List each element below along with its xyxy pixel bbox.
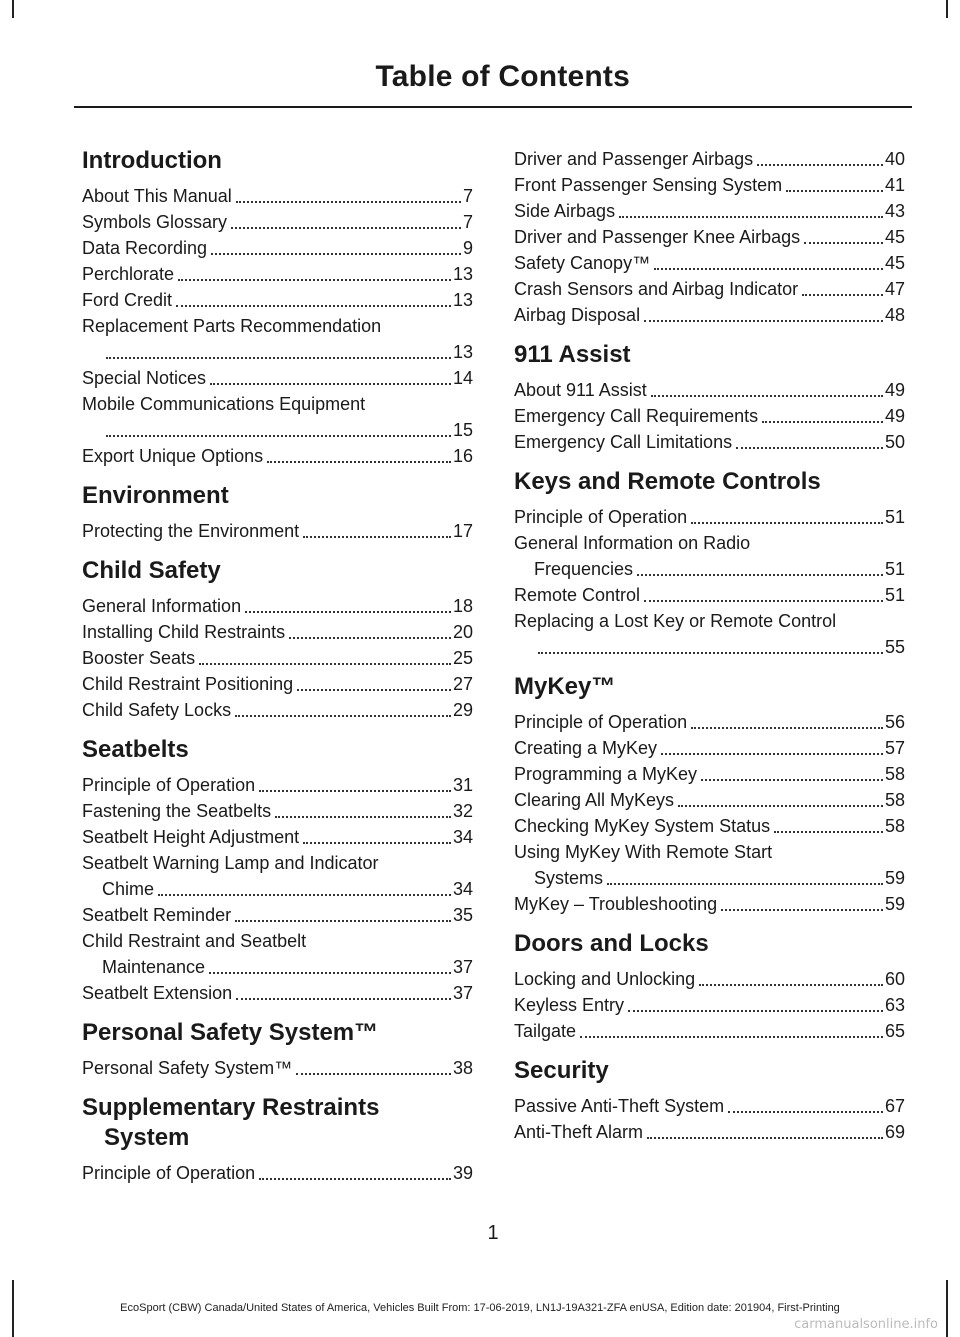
toc-entry-page: 58 (884, 764, 905, 784)
toc-entry-label: Airbag Disposal (514, 305, 641, 325)
dot-leader (178, 279, 451, 281)
toc-entry[interactable] (514, 735, 905, 761)
dot-leader (236, 998, 451, 1000)
section-heading (82, 146, 473, 176)
section-heading-text: MyKey™ (514, 673, 616, 700)
dot-leader (651, 395, 883, 397)
dot-leader (267, 461, 451, 463)
toc-entry-page: 40 (884, 149, 905, 169)
toc-entry-label: General Information (82, 596, 242, 616)
toc-entry[interactable] (82, 183, 473, 209)
toc-section (82, 481, 473, 544)
toc-entry-page: 16 (452, 446, 473, 466)
toc-entry-label: MyKey – Troubleshooting (514, 894, 718, 914)
toc-entry-page: 29 (452, 700, 473, 720)
toc-entry[interactable] (514, 582, 905, 608)
toc-entry[interactable] (82, 850, 473, 902)
toc-entry-page: 45 (884, 227, 905, 247)
dot-leader (259, 790, 451, 792)
dot-leader (289, 637, 451, 639)
header-divider (74, 106, 912, 108)
toc-entry[interactable] (514, 250, 905, 276)
toc-entry-label: Data Recording (82, 238, 208, 258)
toc-entry-label: Passive Anti-Theft System (514, 1096, 725, 1116)
toc-entry[interactable] (82, 697, 473, 723)
toc-entry[interactable] (514, 377, 905, 403)
toc-entry[interactable] (514, 1018, 905, 1044)
dot-leader (802, 294, 883, 296)
dot-leader (235, 920, 451, 922)
dot-leader (774, 831, 883, 833)
dot-leader (210, 383, 451, 385)
toc-entry-page: 67 (884, 1096, 905, 1116)
dot-leader (736, 447, 883, 449)
toc-entry-page: 37 (452, 983, 473, 1003)
toc-entry[interactable] (82, 365, 473, 391)
dot-leader (628, 1010, 883, 1012)
toc-entry-label: Checking MyKey System Status (514, 816, 771, 836)
toc-entry-label: Mobile Communications Equipment (82, 394, 366, 414)
section-heading (82, 735, 473, 765)
section-heading-text: Seatbelts (82, 736, 189, 763)
toc-entry[interactable] (82, 645, 473, 671)
toc-entry[interactable] (82, 798, 473, 824)
toc-entry-page: 34 (452, 827, 473, 847)
dot-leader (804, 242, 883, 244)
toc-entry[interactable] (514, 302, 905, 328)
toc-section (514, 467, 905, 660)
toc-section (82, 556, 473, 723)
section-heading (82, 556, 473, 586)
toc-entry-label: Emergency Call Requirements (514, 406, 759, 426)
toc-entry-page: 34 (452, 879, 473, 899)
section-heading (514, 340, 905, 370)
section-heading-text: Security (514, 1057, 609, 1084)
toc-section (514, 340, 905, 455)
toc-entry[interactable] (82, 772, 473, 798)
toc-entry[interactable] (82, 235, 473, 261)
toc-entry[interactable] (82, 261, 473, 287)
toc-entry-page: 41 (884, 175, 905, 195)
toc-entry[interactable] (82, 391, 473, 443)
toc-entry-page: 65 (884, 1021, 905, 1041)
toc-entry-label: Principle of Operation (514, 507, 688, 527)
section-heading (514, 467, 905, 497)
toc-entry-label: Child Safety Locks (82, 700, 232, 720)
toc-entry-page: 48 (884, 305, 905, 325)
toc-entry-label: Seatbelt Height Adjustment (82, 827, 300, 847)
dot-leader (644, 320, 883, 322)
toc-entry-page: 49 (884, 380, 905, 400)
toc-entry[interactable] (514, 813, 905, 839)
toc-entry-page: 50 (884, 432, 905, 452)
toc-entry[interactable] (514, 146, 905, 172)
toc-entry-page: 39 (452, 1163, 473, 1183)
toc-entry[interactable] (82, 209, 473, 235)
dot-leader (699, 984, 883, 986)
toc-entry[interactable] (82, 313, 473, 365)
dot-leader (199, 663, 451, 665)
toc-entry-page: 7 (462, 212, 473, 232)
dot-leader (728, 1111, 883, 1113)
toc-entry[interactable] (82, 824, 473, 850)
toc-entry-label: Special Notices (82, 368, 207, 388)
dot-leader (303, 842, 451, 844)
toc-entry-label: Export Unique Options (82, 446, 264, 466)
toc-entry-page: 56 (884, 712, 905, 732)
dot-leader (209, 972, 451, 974)
toc-entry-label: Child Restraint and Seatbelt (82, 931, 307, 951)
toc-entry-label-cont: Maintenance (102, 957, 206, 977)
toc-entry-label: Principle of Operation (514, 712, 688, 732)
toc-entry[interactable] (514, 966, 905, 992)
toc-entry[interactable] (514, 787, 905, 813)
page-number: 1 (487, 1222, 499, 1244)
toc-entry[interactable] (82, 593, 473, 619)
toc-entry-label: Symbols Glossary (82, 212, 228, 232)
dot-leader (757, 164, 883, 166)
toc-entry-label: Keyless Entry (514, 995, 625, 1015)
toc-entry-label: Clearing All MyKeys (514, 790, 675, 810)
toc-entry-page: 69 (884, 1122, 905, 1142)
dot-leader (701, 779, 883, 781)
toc-entry-label: Locking and Unlocking (514, 969, 696, 989)
toc-entry[interactable] (514, 224, 905, 250)
toc-entry-label: Driver and Passenger Knee Airbags (514, 227, 801, 247)
toc-entry-label: Emergency Call Limitations (514, 432, 733, 452)
dot-leader (721, 909, 883, 911)
toc-section (82, 1093, 473, 1186)
section-heading (514, 672, 905, 702)
toc-entry-page: 38 (452, 1058, 473, 1078)
toc-entry-label: Ford Credit (82, 290, 173, 310)
toc-left-column (82, 146, 473, 1198)
toc-entry-label: Personal Safety System™ (82, 1058, 293, 1078)
toc-entry[interactable] (514, 1119, 905, 1145)
dot-leader (259, 1178, 451, 1180)
toc-entry-page: 43 (884, 201, 905, 221)
dot-leader (619, 216, 883, 218)
toc-entry-page: 18 (452, 596, 473, 616)
dot-leader (211, 253, 461, 255)
dot-leader (678, 805, 883, 807)
dot-leader (647, 1137, 883, 1139)
toc-entry-page: 20 (452, 622, 473, 642)
toc-entry-page: 9 (462, 238, 473, 258)
toc-entry[interactable] (82, 902, 473, 928)
section-heading-text: Doors and Locks (514, 930, 709, 957)
toc-entry[interactable] (514, 1093, 905, 1119)
toc-section (82, 735, 473, 1006)
toc-section (82, 146, 473, 469)
toc-entry-page: 51 (884, 559, 905, 579)
dot-leader (235, 715, 451, 717)
dot-leader (661, 753, 883, 755)
toc-entry-label: Seatbelt Reminder (82, 905, 232, 925)
toc-entry[interactable] (514, 276, 905, 302)
section-heading-text: Keys and Remote Controls (514, 468, 821, 495)
toc-entry-label: Driver and Passenger Airbags (514, 149, 754, 169)
toc-entry-page: 14 (452, 368, 473, 388)
section-heading-text: Introduction (82, 147, 222, 174)
toc-entry-label-cont: Frequencies (534, 559, 634, 579)
toc-entry-page: 45 (884, 253, 905, 273)
toc-entry[interactable] (514, 709, 905, 735)
dot-leader (691, 522, 883, 524)
toc-entry-page: 13 (452, 342, 473, 362)
toc-entry-page: 58 (884, 816, 905, 836)
toc-entry-page: 47 (884, 279, 905, 299)
toc-entry-label: Creating a MyKey (514, 738, 658, 758)
dot-leader (158, 894, 451, 896)
toc-section (514, 929, 905, 1044)
dot-leader (607, 883, 883, 885)
toc-entry-page: 17 (452, 521, 473, 541)
toc-entry-label: Safety Canopy™ (514, 253, 651, 273)
crop-mark (12, 0, 14, 18)
toc-entry[interactable] (514, 198, 905, 224)
section-heading-text: Child Safety (82, 557, 221, 584)
toc-entry-page: 13 (452, 264, 473, 284)
toc-entry-label: Principle of Operation (82, 775, 256, 795)
toc-entry-page: 51 (884, 507, 905, 527)
toc-entry-label: Programming a MyKey (514, 764, 698, 784)
dot-leader (691, 727, 883, 729)
toc-entry-label: Booster Seats (82, 648, 196, 668)
toc-entry-label: Front Passenger Sensing System (514, 175, 783, 195)
toc-entry-page: 27 (452, 674, 473, 694)
dot-leader (231, 227, 461, 229)
dot-leader (106, 357, 451, 359)
toc-section (514, 672, 905, 917)
toc-entry[interactable] (514, 530, 905, 582)
toc-entry-page: 31 (452, 775, 473, 795)
toc-entry-label: About This Manual (82, 186, 232, 206)
toc-entry-page: 15 (452, 420, 473, 440)
toc-entry-page: 49 (884, 406, 905, 426)
toc-entry-page: 58 (884, 790, 905, 810)
dot-leader (303, 536, 451, 538)
toc-entry[interactable] (82, 980, 473, 1006)
toc-entry[interactable] (514, 403, 905, 429)
section-heading (514, 929, 905, 959)
toc-entry[interactable] (82, 1055, 473, 1081)
toc-entry-label: Installing Child Restraints (82, 622, 286, 642)
dot-leader (762, 421, 883, 423)
toc-entry-label: Child Restraint Positioning (82, 674, 294, 694)
dot-leader (296, 1073, 451, 1075)
toc-entry[interactable] (82, 619, 473, 645)
page-title: Table of Contents (375, 60, 630, 93)
dot-leader (538, 652, 883, 654)
toc-right-column (514, 146, 905, 1157)
toc-entry[interactable] (514, 429, 905, 455)
section-heading (82, 481, 473, 511)
dot-leader (637, 574, 883, 576)
toc-entry-page: 35 (452, 905, 473, 925)
toc-entry-page: 63 (884, 995, 905, 1015)
toc-entry[interactable] (514, 992, 905, 1018)
dot-leader (106, 435, 451, 437)
toc-entry[interactable] (514, 839, 905, 891)
toc-entry-page: 37 (452, 957, 473, 977)
toc-entry-page: 59 (884, 894, 905, 914)
dot-leader (275, 816, 451, 818)
toc-entry[interactable] (514, 891, 905, 917)
toc-section (514, 1056, 905, 1145)
dot-leader (644, 600, 883, 602)
section-heading (82, 1093, 473, 1153)
crop-mark (946, 0, 948, 18)
footer-text: EcoSport (CBW) Canada/United States of America, Vehicles Built From: 17-06-2019, LN1J-19A321-ZFA enUSA, Edition date: 201904, First-Printing (120, 1302, 840, 1314)
dot-leader (654, 268, 883, 270)
dot-leader (236, 201, 461, 203)
watermark: carmanualsonline.info (794, 1317, 938, 1332)
toc-entry-label-cont: Systems (534, 868, 604, 888)
toc-entry-page: 60 (884, 969, 905, 989)
toc-entry-label: Perchlorate (82, 264, 175, 284)
toc-entry-label: Replacing a Lost Key or Remote Control (514, 611, 837, 631)
toc-entry[interactable] (514, 172, 905, 198)
toc-section (82, 1018, 473, 1081)
toc-entry-page: 57 (884, 738, 905, 758)
toc-entry-label: Crash Sensors and Airbag Indicator (514, 279, 799, 299)
section-heading-text: Supplementary Restraints (82, 1094, 380, 1121)
toc-entry-label: Fastening the Seatbelts (82, 801, 272, 821)
section-heading-text: Personal Safety System™ (82, 1019, 379, 1046)
toc-entry-label: Principle of Operation (82, 1163, 256, 1183)
section-heading-text-cont: System (104, 1124, 190, 1151)
toc-entry[interactable] (82, 1160, 473, 1186)
toc-entry[interactable] (82, 287, 473, 313)
section-heading-text: Environment (82, 482, 229, 509)
toc-entry-label: Tailgate (514, 1021, 577, 1041)
toc-entry-label: Seatbelt Extension (82, 983, 233, 1003)
toc-entry-page: 25 (452, 648, 473, 668)
toc-entry-label: Protecting the Environment (82, 521, 300, 541)
dot-leader (176, 305, 451, 307)
dot-leader (786, 190, 883, 192)
toc-entry-page: 32 (452, 801, 473, 821)
dot-leader (580, 1036, 883, 1038)
toc-entry-page: 13 (452, 290, 473, 310)
toc-entry-label: Replacement Parts Recommendation (82, 316, 382, 336)
toc-entry-label: General Information on Radio (514, 533, 751, 553)
toc-entry[interactable] (514, 504, 905, 530)
toc-entry-page: 55 (884, 637, 905, 657)
toc-entry-label: Anti-Theft Alarm (514, 1122, 644, 1142)
toc-entry-label-cont: Chime (102, 879, 155, 899)
toc-entry[interactable] (82, 928, 473, 980)
toc-entry-page: 7 (462, 186, 473, 206)
section-heading (82, 1018, 473, 1048)
toc-entry[interactable] (514, 761, 905, 787)
toc-entry-page: 51 (884, 585, 905, 605)
toc-entry-label: Seatbelt Warning Lamp and Indicator (82, 853, 379, 873)
toc-entry[interactable] (514, 608, 905, 660)
dot-leader (245, 611, 451, 613)
toc-entry[interactable] (82, 443, 473, 469)
section-heading-text: 911 Assist (514, 341, 631, 368)
toc-entry[interactable] (82, 518, 473, 544)
toc-entry-label: About 911 Assist (514, 380, 647, 400)
toc-entry-label: Remote Control (514, 585, 641, 605)
toc-entry-label: Side Airbags (514, 201, 616, 221)
toc-entry[interactable] (82, 671, 473, 697)
section-heading (514, 1056, 905, 1086)
toc-section (514, 146, 905, 328)
dot-leader (297, 689, 451, 691)
toc-entry-page: 59 (884, 868, 905, 888)
toc-entry-label: Using MyKey With Remote Start (514, 842, 773, 862)
